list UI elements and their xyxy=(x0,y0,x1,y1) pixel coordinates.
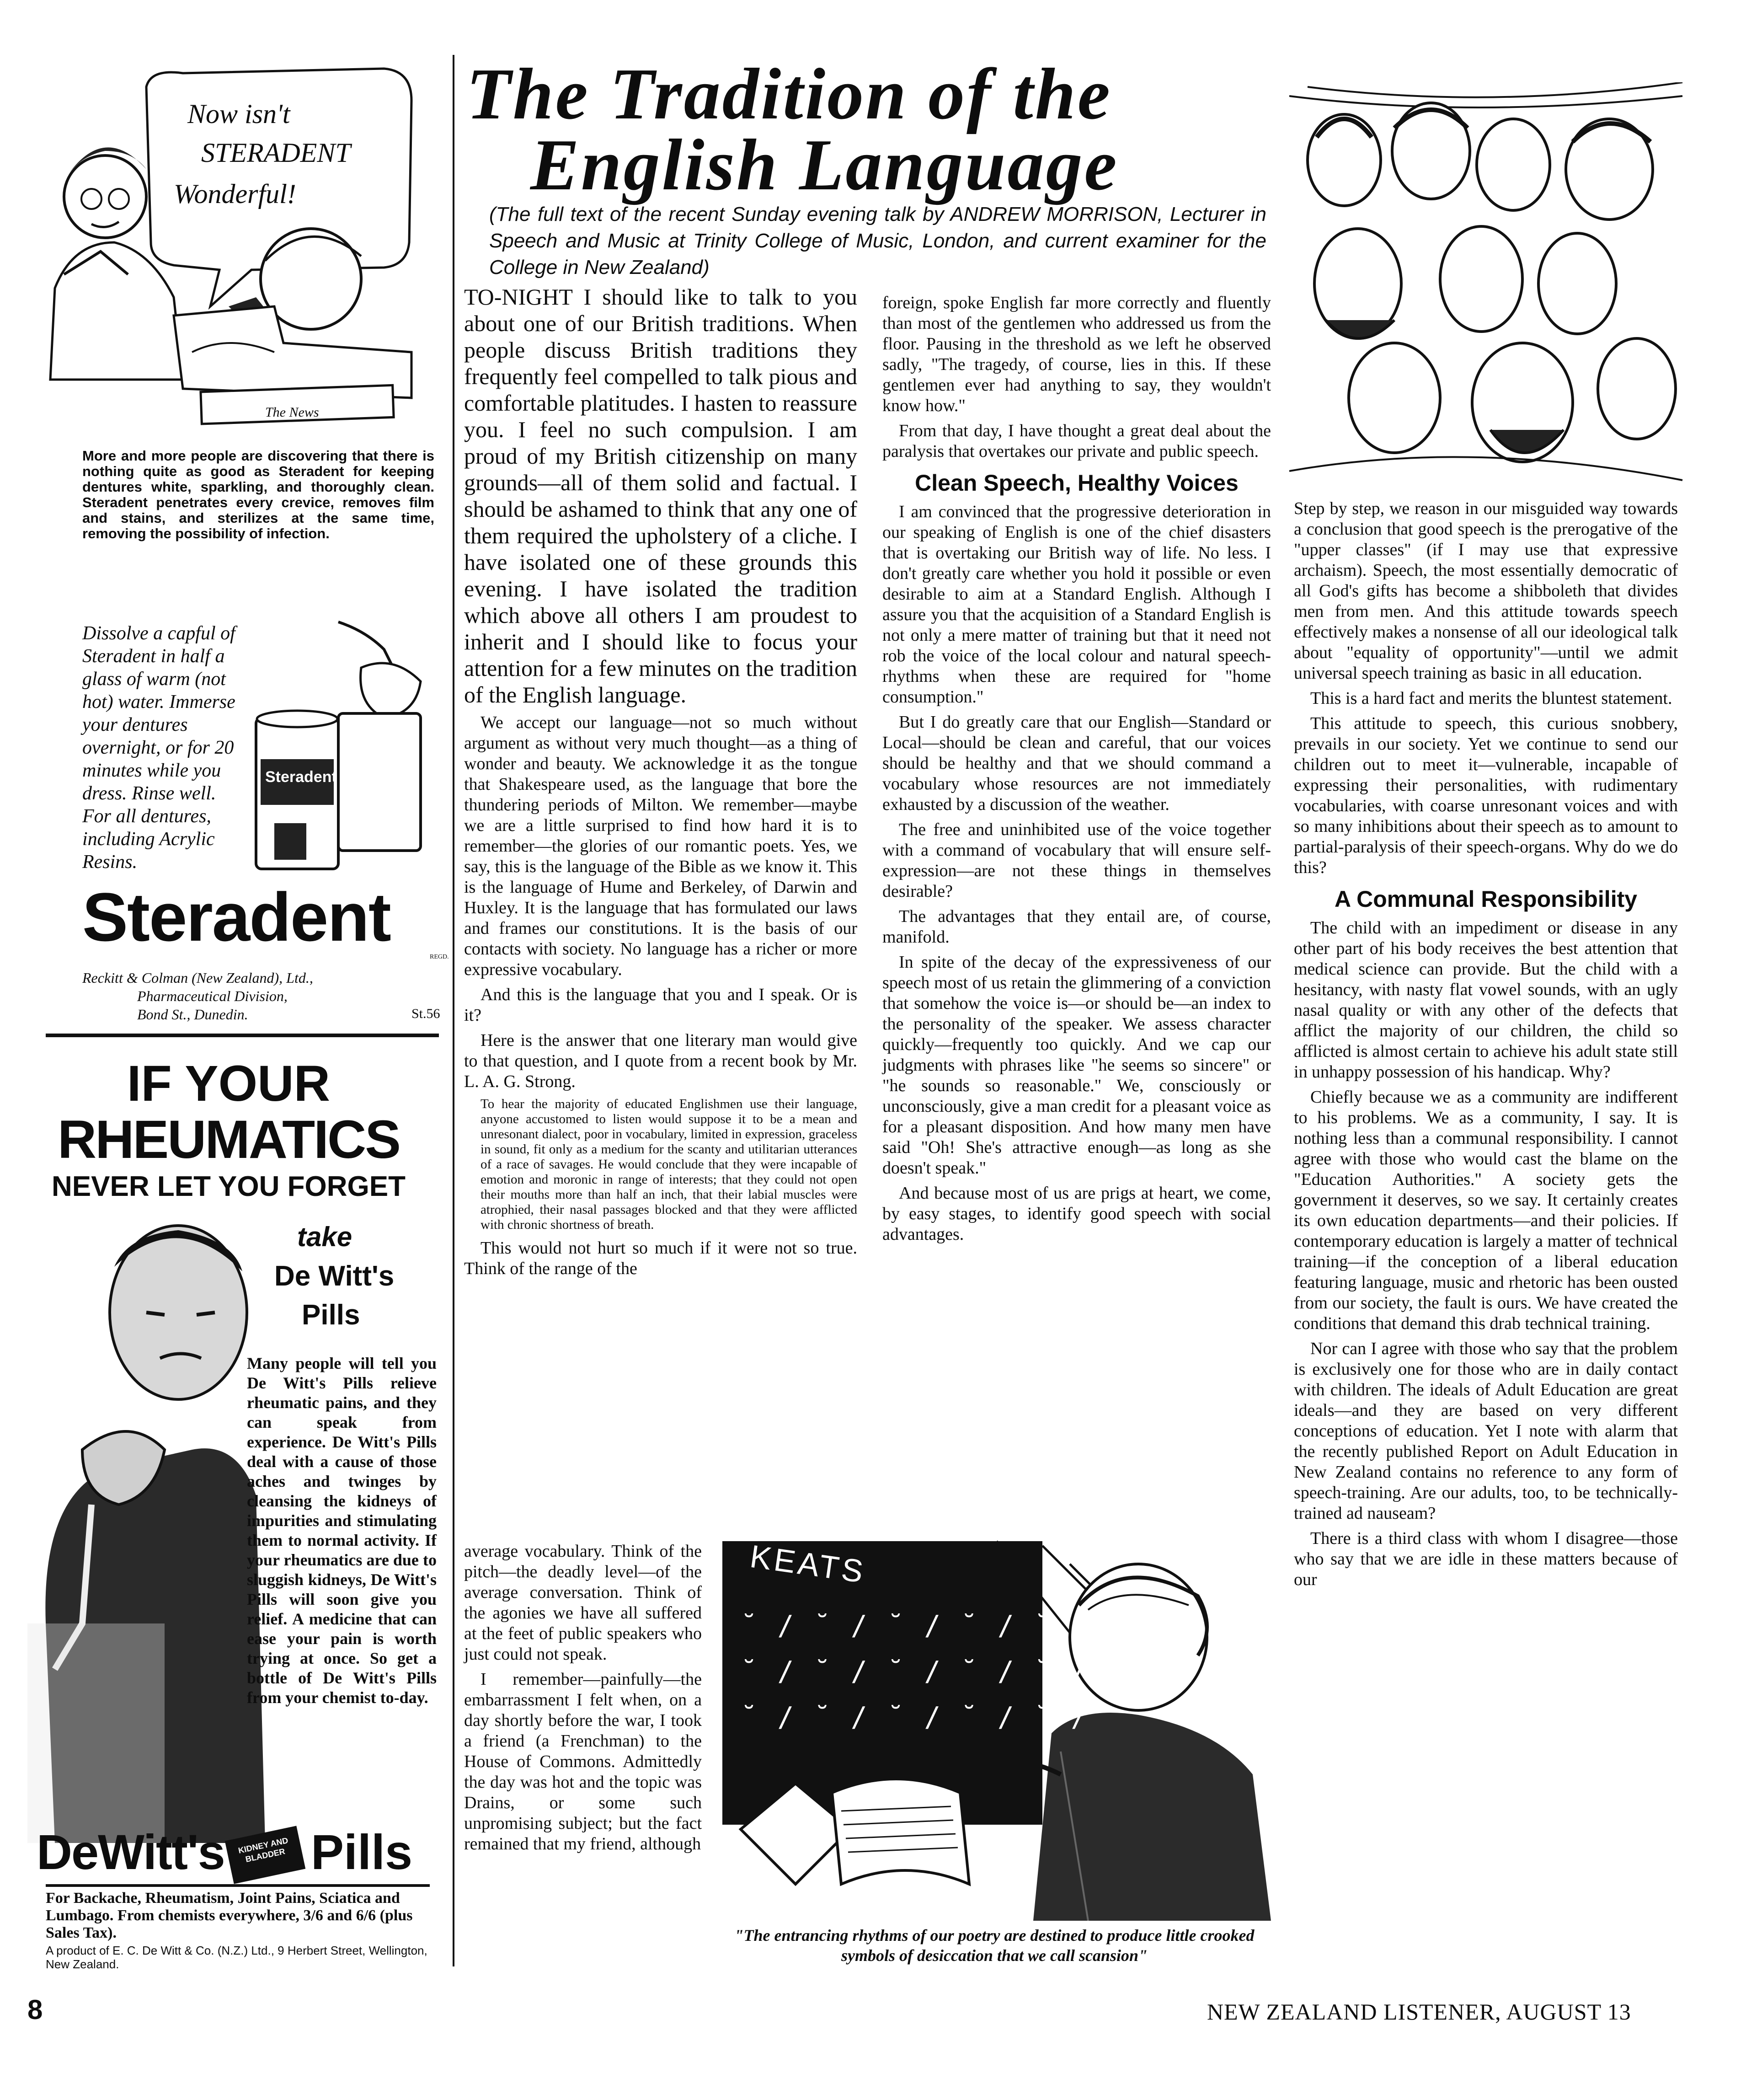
dewitt-footer-1: For Backache, Rheumatism, Joint Pains, Sciatica and Lumbago. From chemists everywhere, 3/6 and 6/6 (plus Sales Tax). xyxy=(46,1890,413,1941)
col2-paragraph: The free and uninhibited use of the voice together with a command of vocabulary that will ensure self-expression—are not these things in themselves desirable? xyxy=(882,820,1271,901)
dewitt-footer-2: A product of E. C. De Witt & Co. (N.Z.) Ltd., 9 Herbert Street, Wellington, New Zealand. xyxy=(46,1944,427,1971)
woman-head xyxy=(64,155,146,238)
blackboard-scansion-marks-1: ˘ / ˘ / ˘ / ˘ / ˘ / xyxy=(741,1610,1089,1642)
open-book xyxy=(832,1779,969,1884)
col3-paragraph: The child with an impediment or disease in any other part of his body receives the best attention that medical science can provide. But the child with a hesitancy, with nasty flat vowel sounds, with an ugly nasal quality or with any other of the defects that afflict the majority of our children, the child so afflicted is almost certain to achieve his adult state still in unhappy possession of his handicap. Why? xyxy=(1294,918,1678,1082)
col1-paragraph: We accept our language—not so much without argument as without very much thought—as a thing of wonder and beauty. We acknowledge it as the tongue that Shakespeare used, as the language that bore the thundering periods of Milton. We remember—maybe we are a little surprised to find how hard it is to remember—the glories of our romantic poets. Yes, we say, this is the language of the Bible as we know it. This is the language of Hume and Berkeley, of Darwin and Huxley. It is the language that has formulated our laws and frames our constitutions. It is the basis of our contacts with society. No language has a richer or more expressive vocabulary. xyxy=(464,713,857,979)
lecturer-head xyxy=(1070,1564,1207,1710)
steradent-body: More and more people are discovering that there is nothing quite as good as Steradent for keeping dentures white, sparkling, and thoroughly clean. Steradent penetrates every crevice, removes film and stains, and sterilizes at the same time, removing the possibility of infection. xyxy=(82,448,434,541)
col1-paragraph: Here is the answer that one literary man would give to that question, and I quote from a recent book by Mr. L. A. G. Strong. xyxy=(464,1031,857,1091)
col1-narrow-paragraph: average vocabulary. Think of the pitch—the deadly level—of the average conversation. Think of the agonies we have all suffered at the feet of public speakers who just could not speak. xyxy=(464,1542,702,1664)
col2-paragraph: The advantages that they entail are, of course, manifold. xyxy=(882,907,1271,947)
dewitt-headline-3: NEVER LET YOU FORGET xyxy=(52,1171,406,1202)
dewitt-take-3: Pills xyxy=(302,1299,360,1331)
portrait-face xyxy=(1598,338,1676,439)
col1-narrow-paragraph: I remember—painfully—the embarrassment I felt when, on a day shortly before the war, I took a friend (a Frenchman) to the House of Commons. Admittedly the day was hot and the topic was Drains, or some such unpromising subject; but the fact remained that my friend, although xyxy=(464,1670,702,1854)
block-quote: To hear the majority of educated Englishmen use their language, anyone accustomed to listen would suppose it to be a mean and unresonant dialect, poor in vocabulary, limited in expression, graceless in sound, fit only as a medium for the scanty and utilitarian utterances of a race of savages. He would conclude that they were incapable of emotion and moronic in range of interests; that they could not open their mouths more than half an inch, that their labial muscles were atrophied, their nasal passages blocked and that they were afflicted with chronic shortness of breath. xyxy=(481,1097,857,1232)
steradent-ad xyxy=(27,55,449,1043)
col3-paragraph: This is a hard fact and merits the bluntest statement. xyxy=(1310,689,1672,708)
speech-bubble-line2: STERADENT xyxy=(201,138,351,168)
steradent-footer-1: Reckitt & Colman (New Zealand), Ltd., xyxy=(82,970,313,986)
page-number: 8 xyxy=(27,1994,43,2025)
speech-bubble-line3: Wonderful! xyxy=(174,179,296,209)
man-holding-shoulder-image xyxy=(27,1212,274,1843)
speech-bubble-line1: Now isn't xyxy=(187,99,290,129)
col2-paragraph: From that day, I have thought a great deal about the paralysis that overtakes our private and public speech. xyxy=(882,421,1271,461)
article-column-3 xyxy=(1294,498,1678,1595)
portrait-face xyxy=(1538,233,1616,334)
regd-mark: REGD. xyxy=(430,954,449,960)
col3-paragraph: Nor can I agree with those who say that the problem is exclusively one for those who are in daily contact with children. The ideals of Adult Education are great ideals—and they are based on very different conceptions of education. Yet I note with alarm that the recently published Report on Adult Education in New Zealand contains no reference to any form of speech-training. Are our adults, too, to be technically-trained ad nauseam? xyxy=(1294,1339,1678,1523)
steradent-instructions: Dissolve a capful of Steradent in half a glass of warm (not hot) water. Immerse your dentures overnight, or for 20 minutes while you dress. Rinse well. For all dentures, including Acrylic Resins. xyxy=(82,623,235,873)
col3-paragraph: There is a third class with whom I disagree—those who say that we are idle in these matters because of our xyxy=(1294,1529,1678,1589)
subhead-communal-responsibility: A Communal Responsibility xyxy=(1334,886,1638,912)
steradent-logo: Steradent xyxy=(82,879,390,955)
article-title-line2: English Language xyxy=(530,124,1119,205)
tin-label: Steradent xyxy=(265,768,337,786)
blackboard-scansion-marks-2: ˘ / ˘ / ˘ / ˘ / ˘ / xyxy=(741,1655,1089,1688)
col1-paragraph: This would not hurt so much if it were not so true. Think of the range of the xyxy=(464,1238,857,1278)
portrait-face xyxy=(1440,226,1522,332)
dewitt-logo-underline xyxy=(46,1884,430,1887)
column-divider-left xyxy=(453,55,454,1966)
dewitt-logo-right: Pills xyxy=(311,1824,413,1880)
portrait-face xyxy=(1477,119,1550,210)
dewitt-take-2: De Witt's xyxy=(274,1260,395,1292)
newspaper-label: The News xyxy=(265,405,319,420)
blackboard-scansion-marks-3: ˘ / ˘ / ˘ / ˘ / ˘ / xyxy=(741,1701,1089,1733)
article-column-1 xyxy=(464,284,857,1284)
article-title-line1: The Tradition of the xyxy=(466,53,1112,134)
col1-paragraph: And this is the language that you and I speak. Or is it? xyxy=(464,985,857,1025)
dewitt-headline-2: RHEUMATICS xyxy=(58,1109,400,1170)
col3-paragraph: Step by step, we reason in our misguided way towards a conclusion that good speech is the prerogative of the "upper classes" (if I may use that expressive archaism). Speech, the most essentially democratic of all God's gifts has become a shibboleth that divides men from men. And this attitude towards speech effectively makes a nonsense of all our ideological talk about "equality of opportunity"—until we admit universal speech training as basic in all education. xyxy=(1294,499,1678,683)
dewitt-logo-left: DeWitt's xyxy=(37,1824,224,1880)
dewitt-ad xyxy=(18,1052,439,1971)
dewitt-take-1: take xyxy=(297,1221,352,1252)
article-standfirst: (The full text of the recent Sunday evening talk by ANDREW MORRISON, Lecturer in Speech and Music at Trinity College of Music, London, and current examiner for the College in New Zealand) xyxy=(489,203,1266,279)
col3-paragraph: This attitude to speech, this curious snobbery, prevails in our society. Yet we continue to send our children out to meet it—vulnerable, incapable of expressing their personalities, with rudimentary vocabularies, with coarse unresonant voices and with so many inhibitions about their speech as to amount to partial-paralysis of their speech-organs. Why do we do this? xyxy=(1294,714,1678,877)
steradent-footer-3: Bond St., Dunedin. xyxy=(137,1006,248,1023)
col3-paragraph: Chiefly because we as a community are indifferent to his problems. We as a community, I say. It is nothing less than a communal responsibility. I cannot agree with those who would cast the blame on the "Education Authorities." A society gets the government it deserves, so we say. It certainly creates its own education departments—and their policies. If contemporary education is largely a matter of technical training—if the conception of a liberal education featuring language, music and rhetoric has been ousted from our society, the fault is ours. We have created the conditions that demand this drab technical training. xyxy=(1294,1088,1678,1333)
ad-divider xyxy=(46,1034,439,1037)
col2-paragraph: foreign, spoke English far more correctly and fluently than most of the gentlemen who addressed us from the floor. Pausing in the threshold as we left he observed sadly, "The tragedy, of course, lies in this. If these gentlemen ever had anything to say, they wouldn't know how." xyxy=(882,293,1271,415)
dewitt-logo xyxy=(37,1825,439,1884)
article-column-1-narrow xyxy=(464,1541,702,1859)
illustration-caption: "The entrancing rhythms of our poetry are destined to produce little crooked symbols of desiccation that we call scansion" xyxy=(734,1926,1255,1965)
dewitt-logo-badge: KIDNEY AND BLADDER xyxy=(225,1826,305,1884)
portrait-face xyxy=(1308,114,1381,206)
publication-line: NEW ZEALAND LISTENER, AUGUST 13 xyxy=(1207,1999,1631,2025)
col2-paragraph: In spite of the decay of the expressiveness of our speech most of us retain the glimmering of a conviction that somehow the voice is—or should be—an index to the personality of the speaker. We assess character quickly—frequently too quickly. And we cap our judgments with phrases like "he seems so sincere" or "he sounds so reasonable." We, consciously or unconsciously, give a man credit for a pleasant voice as for a pleasant disposition. And how many men have said "Oh! She's attractive enough—as long as she doesn't speak." xyxy=(882,953,1271,1178)
portraits-sketch xyxy=(1289,82,1692,494)
steradent-footer-2: Pharmaceutical Division, xyxy=(137,988,288,1004)
steradent-code: St.56 xyxy=(411,1006,440,1021)
subhead-clean-speech: Clean Speech, Healthy Voices xyxy=(915,470,1239,496)
steradent-tin-image xyxy=(247,613,430,883)
col2-paragraph: I am convinced that the progressive deterioration in our speaking of English is one of the chief disasters that is overtaking our British way of life. No less. I don't greatly care whether you hold it possible or even desirable to aim at a Standard English. Although I assure you that the acquisition of a Standard English is not only a mere matter of training but that it need not rob the voice of the local colour and natural speech-rhythms when these are required for "home consumption." xyxy=(882,502,1271,707)
blackboard-word: KEATS xyxy=(748,1538,868,1590)
article-column-2 xyxy=(882,293,1271,1249)
dewitt-body: Many people will tell you De Witt's Pills relieve rheumatic pains, and they can speak from experience. De Witt's Pills deal with a cause of those aches and twinges by cleansing the kidneys of impurities and stimulating them to normal activity. If your rheumatics are due to sluggish kidneys, De Witt's Pills will soon give you relief. A medicine that can ease your pain is worth trying at once. So get a bottle of De Witt's Pills from your chemist to-day. xyxy=(247,1354,437,1707)
dewitt-headline-1: IF YOUR xyxy=(127,1055,331,1112)
col1-paragraph: TO-NIGHT I should like to talk to you about one of our British traditions. When people discuss British traditions they frequently feel compelled to talk pious and comfortable platitudes. I hasten to reassure you. I feel no such compulsion. I am proud of my British citizenship on many grounds—all of them solid and factual. I should be ashamed to think that any one of them required the upholstery of a cliche. I have isolated one of these grounds this evening. I have isolated the tradition which above all others I am proudest to inherit and I should like to focus your attention for a few minutes on the tradition of the English language. xyxy=(464,284,857,707)
col2-paragraph: But I do greatly care that our English—Standard or Local—should be clean and careful, that our voices should be healthy and that we should command a vocabulary whose resources are not immediately exhausted by a discussion of the weather. xyxy=(882,712,1271,814)
portrait-face xyxy=(1349,343,1440,453)
col2-paragraph: And because most of us are prigs at heart, we come, by easy stages, to identify good speech with social advantages. xyxy=(882,1184,1271,1244)
